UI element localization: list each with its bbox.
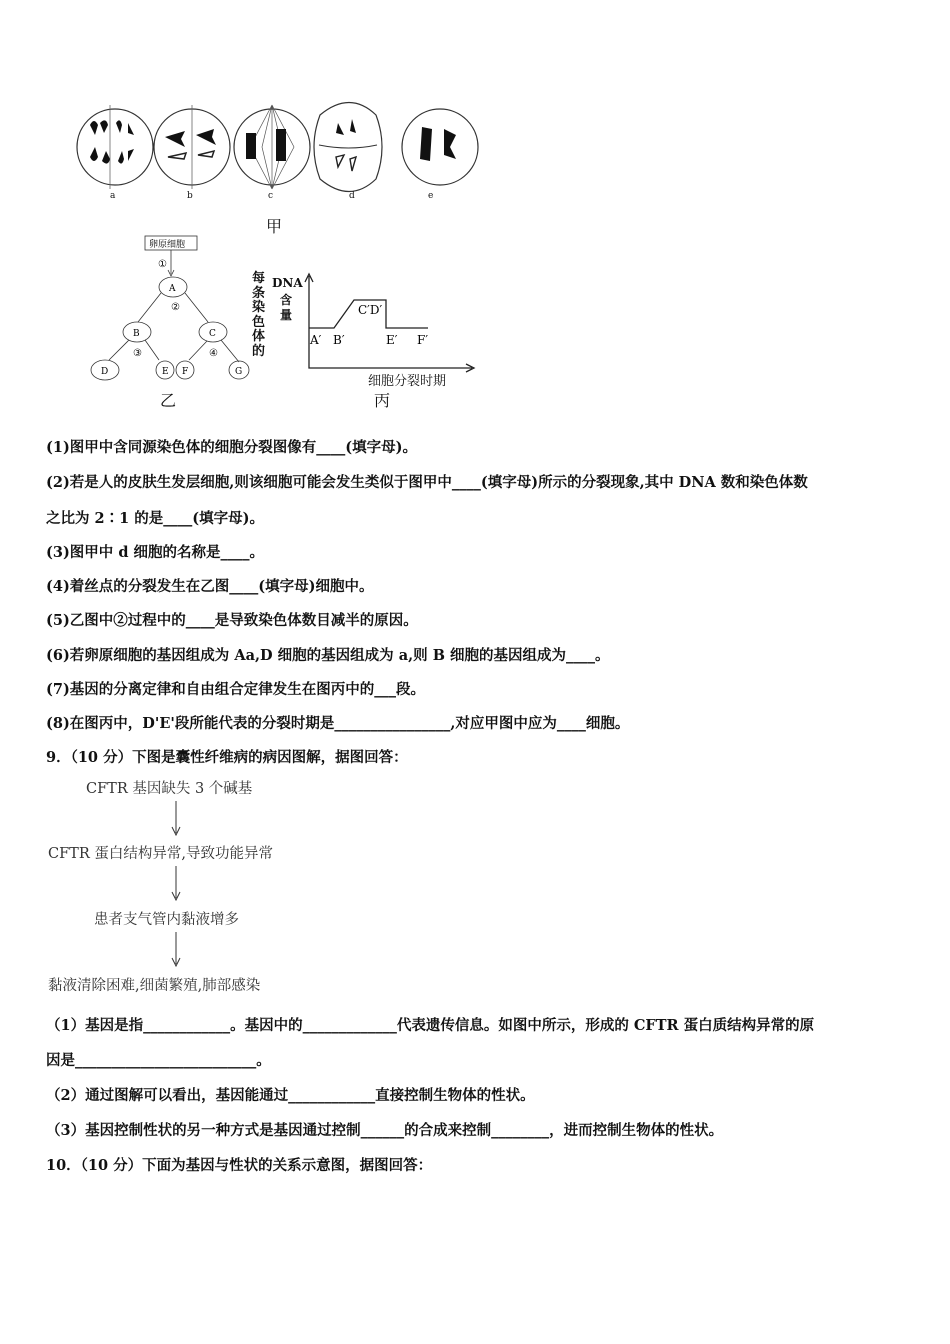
q9-flow-arrow-2 xyxy=(170,866,182,902)
q9-header: 9．（10 分）下图是囊性纤维病的病因图解，据图回答： xyxy=(46,749,408,766)
yi-node-e: E xyxy=(162,367,169,377)
cell-label-d: d xyxy=(349,191,355,201)
q8-item-8: (8)在图丙中，D'E'段所能代表的分裂时期是________________,对应甲图中应为____细胞。 xyxy=(46,715,630,732)
q8-item-5: (5)乙图中②过程中的____是导致染色体数目减半的原因。 xyxy=(46,612,418,629)
yi-node-a: A xyxy=(169,284,176,294)
cell-e xyxy=(402,109,478,185)
q9-flow-step-2: CFTR 蛋白结构异常,导致功能异常 xyxy=(48,846,273,862)
bing-point-cd: C′D′ xyxy=(358,303,383,317)
yi-node-b: B xyxy=(133,329,140,339)
q8-item-6: (6)若卵原细胞的基因组成为 Aa,D 细胞的基因组成为 a,则 B 细胞的基因组成为____。 xyxy=(46,647,610,664)
q8-item-2a: (2)若是人的皮肤生发层细胞,则该细胞可能会发生类似于图甲中____(填字母)所示的分裂现象,其中 DNA 数和染色体数 xyxy=(46,474,808,491)
q9-item-2: （2）通过图解可以看出，基因能通过____________直接控制生物体的性状。 xyxy=(46,1087,535,1104)
bing-xlabel: 细胞分裂时期 xyxy=(368,374,447,389)
bing-point-f: F′ xyxy=(417,333,429,347)
bing-point-e: E′ xyxy=(386,333,398,347)
q8-item-3: (3)图甲中 d 细胞的名称是____。 xyxy=(46,544,265,561)
bing-point-b: B′ xyxy=(333,333,345,347)
yi-step4: ④ xyxy=(209,348,218,359)
figure-bing-plot xyxy=(300,272,480,382)
cell-d xyxy=(314,103,382,192)
q8-item-2b: 之比为 2∶1 的是____(填字母)。 xyxy=(46,510,264,527)
figure-jia-caption: 甲 xyxy=(266,217,283,236)
yi-step3: ③ xyxy=(133,348,142,359)
q9-item-1b: 因是_________________________。 xyxy=(46,1052,271,1069)
q9-flow-step-1: CFTR 基因缺失 3 个碱基 xyxy=(86,781,253,797)
q9-item-3: （3）基因控制性状的另一种方式是基因通过控制______的合成来控制________，进而控制生物体的性状。 xyxy=(46,1122,724,1139)
q9-flow-step-4: 黏液清除困难,细菌繁殖,肺部感染 xyxy=(48,978,261,994)
yi-node-d: D xyxy=(101,367,109,377)
q9-flow-arrow-3 xyxy=(170,932,182,968)
figure-jia xyxy=(70,95,490,210)
cell-c xyxy=(234,105,310,189)
bing-ylabel-content: 含量 xyxy=(280,293,293,322)
cell-label-a: a xyxy=(110,191,116,201)
cell-label-e: e xyxy=(428,191,434,201)
q8-item-7: (7)基因的分离定律和自由组合定律发生在图丙中的___段。 xyxy=(46,681,426,698)
q8-item-4: (4)着丝点的分裂发生在乙图____(填字母)细胞中。 xyxy=(46,578,374,595)
cell-label-c: c xyxy=(268,191,274,201)
figure-bing-caption: 丙 xyxy=(374,391,391,410)
yi-node-f: F xyxy=(182,367,189,377)
figure-yi xyxy=(85,232,265,387)
q9-flow-arrow-1 xyxy=(170,801,182,837)
cell-label-b: b xyxy=(187,191,193,201)
cell-a xyxy=(77,105,153,189)
yi-top-box: 卵原细胞 xyxy=(149,240,186,250)
yi-step2: ② xyxy=(171,302,180,313)
q8-item-1: (1)图甲中含同源染色体的细胞分裂图像有____(填字母)。 xyxy=(46,439,418,456)
bing-point-a: A′ xyxy=(310,333,322,347)
q10-header: 10．（10 分）下面为基因与性状的关系示意图，据图回答： xyxy=(46,1157,433,1174)
q9-flow-step-3: 患者支气管内黏液增多 xyxy=(94,912,239,928)
yi-step1: ① xyxy=(158,259,167,270)
cell-b xyxy=(154,105,230,189)
q9-item-1a: （1）基因是指____________。基因中的_____________代表遗传信息。如图中所示，形成的 CFTR 蛋白质结构异常的原 xyxy=(46,1017,815,1034)
yi-node-g: G xyxy=(235,367,243,377)
yi-node-c: C xyxy=(209,329,216,339)
figure-yi-caption: 乙 xyxy=(160,391,177,410)
bing-ylabel-dna: DNA xyxy=(272,276,303,290)
bing-ylabel-vertical: 每条染色体的 xyxy=(252,271,266,359)
